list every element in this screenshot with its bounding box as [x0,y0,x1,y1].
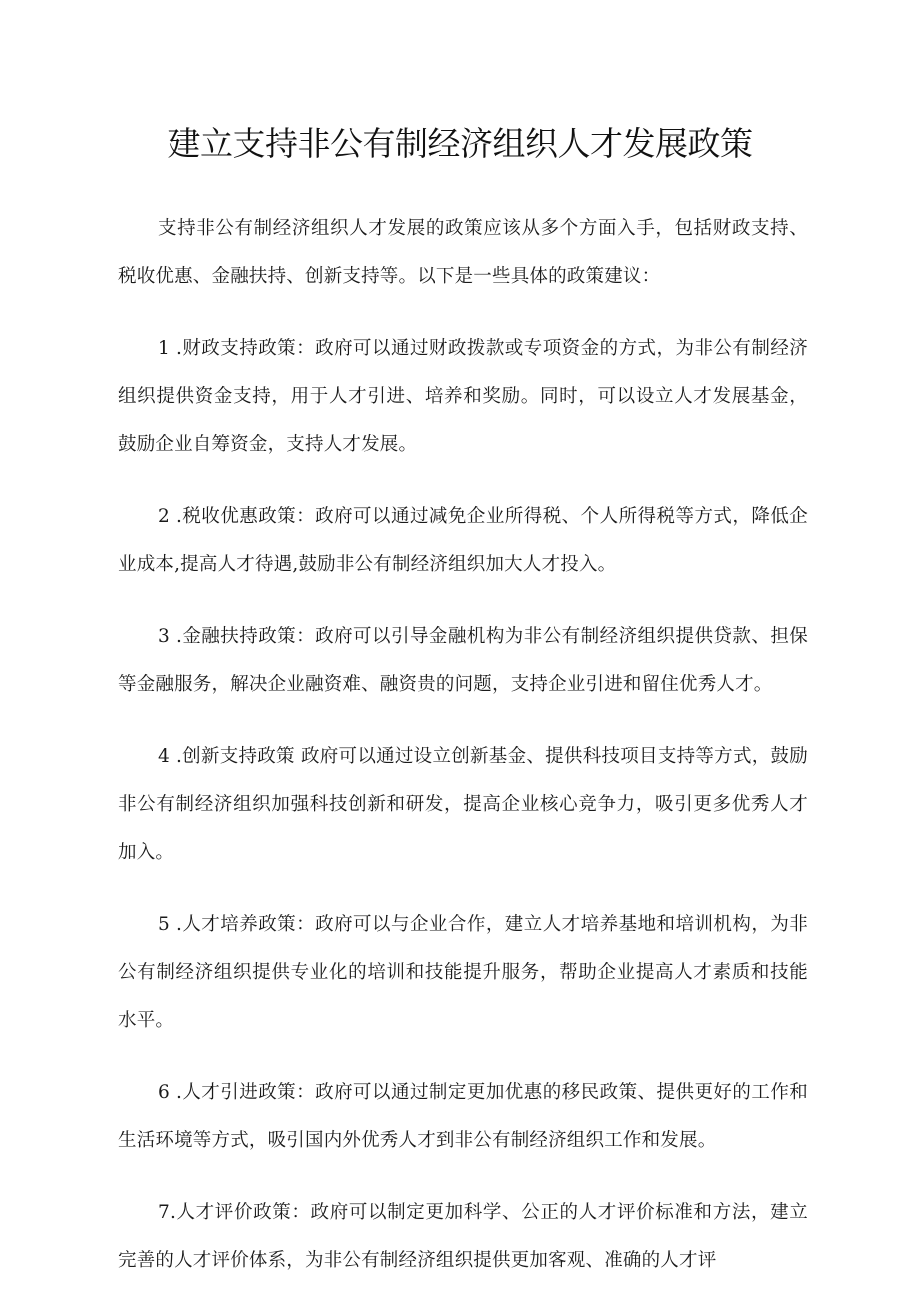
paragraph-policy-7 [118,1189,808,1285]
paragraph-text: .人才引进政策：政府可以通过制定更加优惠的移民政策、提供更好的工作和生活环境等方式，吸引国内外优秀人才到非公有制经济组织工作和发展。 [118,1082,808,1151]
paragraph-policy-2 [118,493,808,589]
paragraph-text: .财政支持政策：政府可以通过财政拨款或专项资金的方式，为非公有制经济组织提供资金支持，用于人才引进、培养和奖励。同时，可以设立人才发展基金，鼓励企业自筹资金，支持人才发展。 [118,338,808,455]
paragraph-text: .税收优惠政策：政府可以通过减免企业所得税、个人所得税等方式，降低企业成本,提高人才待遇,鼓励非公有制经济组织加大人才投入。 [118,506,808,575]
paragraph-policy-4 [118,733,808,877]
paragraph-text: 7.人才评价政策：政府可以制定更加科学、公正的人才评价标准和方法，建立完善的人才评价体系，为非公有制经济组织提供更加客观、准确的人才评 [118,1202,808,1271]
paragraph-number: 4 [158,746,170,767]
paragraph-number: 2 [158,506,170,527]
document-body [118,205,808,1309]
paragraph-text: .金融扶持政策：政府可以引导金融机构为非公有制经济组织提供贷款、担保等金融服务，解决企业融资难、融资贵的问题，支持企业引进和留住优秀人才。 [118,626,808,695]
paragraph-number: 6 [158,1082,170,1103]
paragraph-policy-6 [118,1069,808,1165]
paragraph-policy-3 [118,613,808,709]
paragraph-number: 3 [158,626,170,647]
paragraph-text: 支持非公有制经济组织人才发展的政策应该从多个方面入手，包括财政支持、税收优惠、金融扶持、创新支持等。以下是一些具体的政策建议： [118,218,808,287]
paragraph-text: .创新支持政策 政府可以通过设立创新基金、提供科技项目支持等方式，鼓励非公有制经济组织加强科技创新和研发，提高企业核心竞争力，吸引更多优秀人才加入。 [118,746,808,863]
paragraph-text: .人才培养政策：政府可以与企业合作，建立人才培养基地和培训机构，为非公有制经济组织提供专业化的培训和技能提升服务，帮助企业提高人才素质和技能水平。 [118,914,808,1031]
paragraph-policy-5 [118,901,808,1045]
paragraph-intro [118,205,808,301]
paragraph-policy-1 [118,325,808,469]
document-title: 建立支持非公有制经济组织人才发展政策 [167,124,753,163]
paragraph-number: 5 [158,914,170,935]
paragraph-number: 1 [158,338,170,359]
